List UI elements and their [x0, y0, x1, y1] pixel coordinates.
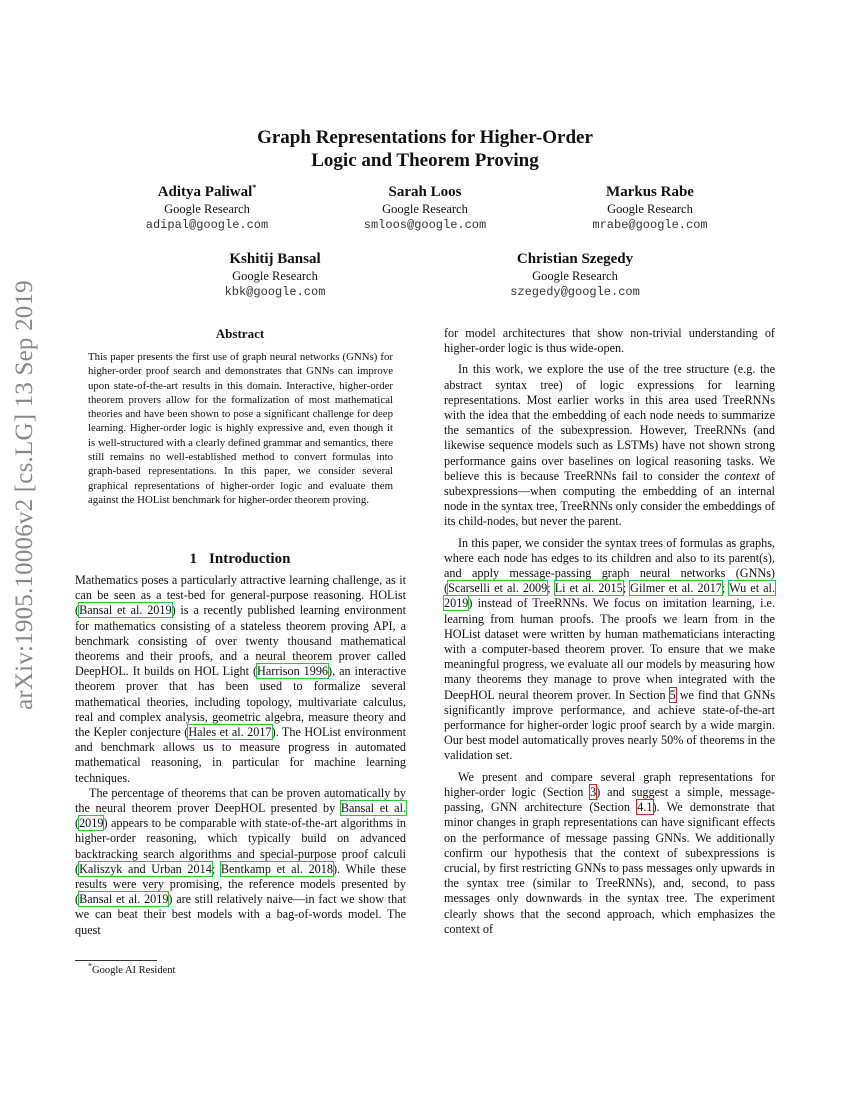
text-run: The percentage of theorems that can be proven automatically by the neural theorem prover DeepHOL presented by: [75, 785, 406, 816]
section-reference-link[interactable]: 3: [590, 784, 597, 799]
section-number: 1: [189, 551, 198, 567]
author-email: kbk@google.com: [224, 285, 326, 299]
text-run: ). The HOList environment and benchmark allows us to measure progress in automated mathematical reasoning, in particular for machine learning techniques.: [75, 725, 407, 785]
text-run: ) appears to be comparable with state-of-the-art algorithms in higher-order reasoning, which typically build on advanced backtracking search algorithms and special-purpose proof calculi (: [75, 816, 406, 876]
author-email: mrabe@google.com: [592, 218, 708, 232]
abstract-heading: Abstract: [215, 326, 265, 341]
author-affiliation: Google Research: [232, 269, 318, 283]
citation-link[interactable]: Scarselli et al. 2009: [448, 581, 548, 596]
text-run: we find that GNNs significantly improve performance, and achieve state-of-the-art performance for higher-order logic proof search by a wide margin. Our best model automatically proves nearly 50% of theorems in the validation set.: [444, 687, 775, 763]
author-name: Sarah Loos: [388, 184, 462, 200]
citation-link[interactable]: Bentkamp et al. 2018: [220, 861, 333, 876]
citation-link[interactable]: 2019: [79, 816, 104, 831]
citation-link[interactable]: Gilmer et al. 2017: [630, 581, 722, 596]
abstract-body: This paper presents the first use of graph neural networks (GNNs) for higher-order proof search and demonstrates that GNNs can improve upon state-of-the-art results in this domain. Interactive, higher-order theorem provers allow for the formalization of most mathematical theories and have been shown to pose a significant challenge for deep learning. Higher-order logic is highly expressive and, even though it is well-structured with a clearly defined grammar and semantics, there still remains no well-established method to convert formulas into graph-based representations. In this paper, we consider several graphical representations of higher-order logic and evaluate them against the HOList benchmark for higher-order theorem proving.: [88, 351, 393, 506]
text-run: ;: [211, 861, 221, 876]
text-run: ). We demonstrate that minor changes in graph representations can have significant effects on the performance of message passing GNNs. We additionally confirm our hypothesis that the context of subexpressions is crucial, by first restricting GNNs to pass messages only upwards in the syntax tree (similar to TreeRNNs), and, second, to pass messages only downwards in the syntax tree. The experiment clearly shows that the second approach, which emphasizes the context of: [444, 800, 775, 936]
citation-link[interactable]: Wu et al. 2019: [444, 581, 775, 611]
author-email: smloos@google.com: [363, 218, 487, 232]
intro-paragraph-2: [75, 786, 406, 938]
section-reference-link[interactable]: 5: [669, 687, 676, 702]
text-run: of subexpressions—when computing the embedding of an internal node in the syntax tree, TreeRNNs only consider the embeddings of its child-nodes, but never the parent.: [444, 468, 775, 529]
arxiv-identifier-stamp: [0, 280, 50, 710]
text-run: ) instead of TreeRNNs. We focus on imitation learning, i.e. learning from human proofs. The proofs we learn from in the HOList dataset were written by human mathematicians interacting with a computer-based theorem prover. To ensure that we make meaningful progress, we evaluate all our models by measuring how many theorems they manage to prove when integrated with the DeepHOL neural theorem prover. In Section: [444, 596, 775, 702]
intro-paragraph-6: [444, 770, 775, 937]
author-block-loos: [325, 183, 525, 233]
footnote-text: Google AI Resident: [92, 965, 176, 976]
author-name: Kshitij Bansal: [229, 251, 321, 267]
author-footnote-mark: *: [252, 183, 257, 192]
left-column: [75, 573, 406, 938]
author-block-bansal: [175, 250, 375, 300]
text-run: ;: [547, 581, 555, 596]
author-block-paliwal: [107, 183, 307, 233]
citation-link[interactable]: Bansal et al.: [340, 801, 406, 816]
text-run: ) and suggest a simple, message-passing, GNN architecture (Section: [444, 784, 775, 815]
section-reference-link[interactable]: 4.1: [637, 800, 653, 815]
author-affiliation: Google Research: [607, 202, 693, 216]
text-run: ;: [622, 581, 631, 596]
text-run: ), an interactive theorem prover that has been used to formalize several mathematical theories, including topology, multivariate calculus, real and complex analysis, geometric algebra, measure theory and the Kepler conjecture (: [75, 664, 406, 740]
author-email: adipal@google.com: [145, 218, 269, 232]
emphasis-text: context: [724, 468, 760, 483]
text-run: ) is a recently published learning environment for mathematics consisting of a stateless theorem proving API, a benchmark consisting of over twenty thousand mathematical theorems and their proofs, and a neural theorem prover called DeepHOL. It builds on HOL Light (: [75, 603, 406, 679]
citation-link[interactable]: Kaliszyk and Urban 2014: [79, 861, 212, 876]
text-run: In this paper, we consider the syntax trees of formulas as graphs, where each node has edges to its children and also to its parent(s), and apply message-passing graph neural networks (GNNs) (: [444, 535, 775, 596]
paper-title: [150, 126, 700, 172]
citation-link[interactable]: Li et al. 2015: [554, 581, 623, 596]
citation-link[interactable]: Harrison 1996: [257, 664, 329, 679]
citation-link[interactable]: Bansal et al. 2019: [79, 892, 169, 907]
author-email: szegedy@google.com: [510, 285, 640, 299]
author-name: Markus Rabe: [606, 184, 694, 200]
author-block-rabe: [550, 183, 750, 233]
text-run: ;: [721, 581, 730, 596]
author-affiliation: Google Research: [382, 202, 468, 216]
author-name: Aditya Paliwal: [157, 184, 253, 200]
text-run: Mathematics poses a particularly attractive learning challenge, as it can be seen as a test-bed for general-purpose reasoning. HOList (: [75, 573, 406, 618]
citation-link[interactable]: Hales et al. 2017: [188, 725, 272, 740]
section-heading-introduction: [75, 551, 405, 568]
text-run: ) are still relatively naive—in fact we show that we can beat their best models with a bag-of-words model. The quest: [75, 892, 406, 937]
intro-paragraph-5: [444, 536, 775, 764]
footnote: [88, 961, 388, 977]
section-title: Introduction: [209, 551, 291, 567]
intro-paragraph-4: [444, 362, 775, 529]
intro-paragraph-3-cont: for model architectures that show non-trivial understanding of higher-order logic is thus wide-open.: [444, 326, 775, 356]
intro-paragraph-1: [75, 573, 406, 786]
author-affiliation: Google Research: [164, 202, 250, 216]
right-column: [444, 326, 775, 937]
author-affiliation: Google Research: [532, 269, 618, 283]
text-run: ). While these results were very promising, the reference models presented by (: [75, 861, 406, 907]
title-line-2: Logic and Theorem Proving: [311, 150, 539, 171]
title-line-1: Graph Representations for Higher-Order: [257, 127, 593, 148]
footnote-mark: *: [88, 961, 92, 971]
author-name: Christian Szegedy: [516, 251, 634, 267]
text-run: We present and compare several graph representations for higher-order logic (Section: [444, 769, 775, 799]
citation-link[interactable]: Bansal et al. 2019: [79, 603, 172, 618]
author-block-szegedy: [475, 250, 675, 300]
arxiv-identifier-text: arXiv:1905.10006v2 [cs.LG] 13 Sep 2019: [11, 280, 38, 710]
text-run: In this work, we explore the use of the tree structure (e.g. the abstract syntax tree) of logic expressions for learning representations. Most earlier works in this area used TreeRNNs with the idea that the embedding of each node needs to summarize the semantics of the subexpression. However, TreeRNNs (and likewise sequence models such as LSTMs) have not shown strong performance gains over baselines on logical reasoning tasks. We believe this is because TreeRNNs fail to consider the: [444, 362, 775, 483]
text-run: (: [75, 816, 80, 831]
